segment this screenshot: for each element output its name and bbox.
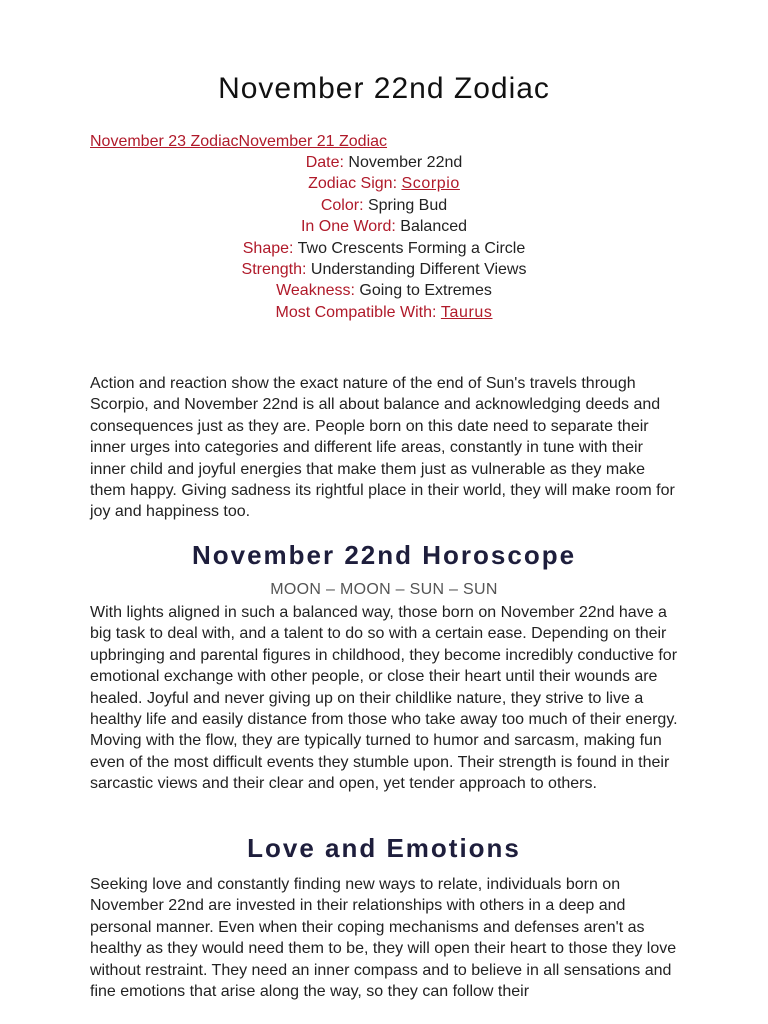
horoscope-heading: November 22nd Horoscope xyxy=(191,540,577,570)
previous-day-link[interactable]: November 21 Zodiac xyxy=(238,133,388,150)
fact-zodiac-sign xyxy=(90,173,678,194)
zodiac-facts xyxy=(90,152,678,323)
fact-label: Weakness: xyxy=(276,282,355,300)
fact-value: Going to Extremes xyxy=(359,282,492,300)
fact-strength xyxy=(90,259,678,280)
fact-value: November 22nd xyxy=(348,154,463,171)
intro-paragraph: Action and reaction show the exact nature of the end of Sun's travels through Scorpio, and November 22nd is all about balance and acknowledging deeds and consequences just as they are. People born on this date need to separate their inner urges into categories and different life areas, constantly in tune with their inner child and joyful energies that make them just as vulnerable as they make them happy. Giving sadness its rightful place in their world, they will make room for joy and happiness too. xyxy=(90,375,675,521)
fact-value: Two Crescents Forming a Circle xyxy=(297,239,526,257)
love-heading: Love and Emotions xyxy=(247,833,521,863)
fact-label: Date: xyxy=(305,154,344,171)
love-paragraph: Seeking love and constantly finding new ways to relate, individuals born on November 22nd are invested in their relationships with others in a deep and personal manner. Even when their coping mechanisms and defenses aren't as healthy as they would need them to be, they will open their heart to those they love without restraint. They need an inner compass and to believe in all sensations and fine emotions that arise along the way, so they can follow their xyxy=(90,876,677,1001)
fact-in-one-word xyxy=(90,216,678,237)
fact-label: Strength: xyxy=(241,261,307,279)
planet-sequence: MOON – MOON – SUN – SUN xyxy=(270,581,498,598)
taurus-link[interactable]: Taurus xyxy=(440,303,493,321)
horoscope-paragraph: With lights aligned in such a balanced way, those born on November 22nd have a big task to deal with, and a talent to do so with a certain ease. Depending on their upbringing and parental figures in childhood, they become incredibly conductive for emotional exchange with other people, or close their heart until their wounds are healed. Joyful and never giving up on their childlike nature, they strive to live a healthy life and easily distance from those who take away too much of their energy. Moving with the flow, they are typically turned to humor and sarcasm, making fun even of the most difficult events they stumble upon. Their strength is found in their sarcastic views and their clear and open, yet tender approach to others. xyxy=(90,604,678,793)
fact-most-compatible xyxy=(90,302,678,323)
fact-label: Most Compatible With: xyxy=(275,303,437,321)
fact-label: Color: xyxy=(320,196,364,214)
fact-value: Spring Bud xyxy=(367,196,448,214)
scorpio-link[interactable]: Scorpio xyxy=(401,175,460,193)
fact-color xyxy=(90,195,678,216)
fact-label: Shape: xyxy=(242,239,294,257)
fact-weakness xyxy=(90,280,678,301)
fact-value: Balanced xyxy=(400,218,468,236)
fact-shape xyxy=(90,238,678,259)
fact-date xyxy=(90,152,678,173)
fact-label: In One Word: xyxy=(300,218,396,236)
fact-value: Understanding Different Views xyxy=(310,261,527,279)
next-day-link[interactable]: November 23 Zodiac xyxy=(90,133,239,150)
zodiac-nav xyxy=(90,131,387,152)
page-title: November 22nd Zodiac xyxy=(218,72,550,105)
fact-label: Zodiac Sign: xyxy=(308,175,398,193)
